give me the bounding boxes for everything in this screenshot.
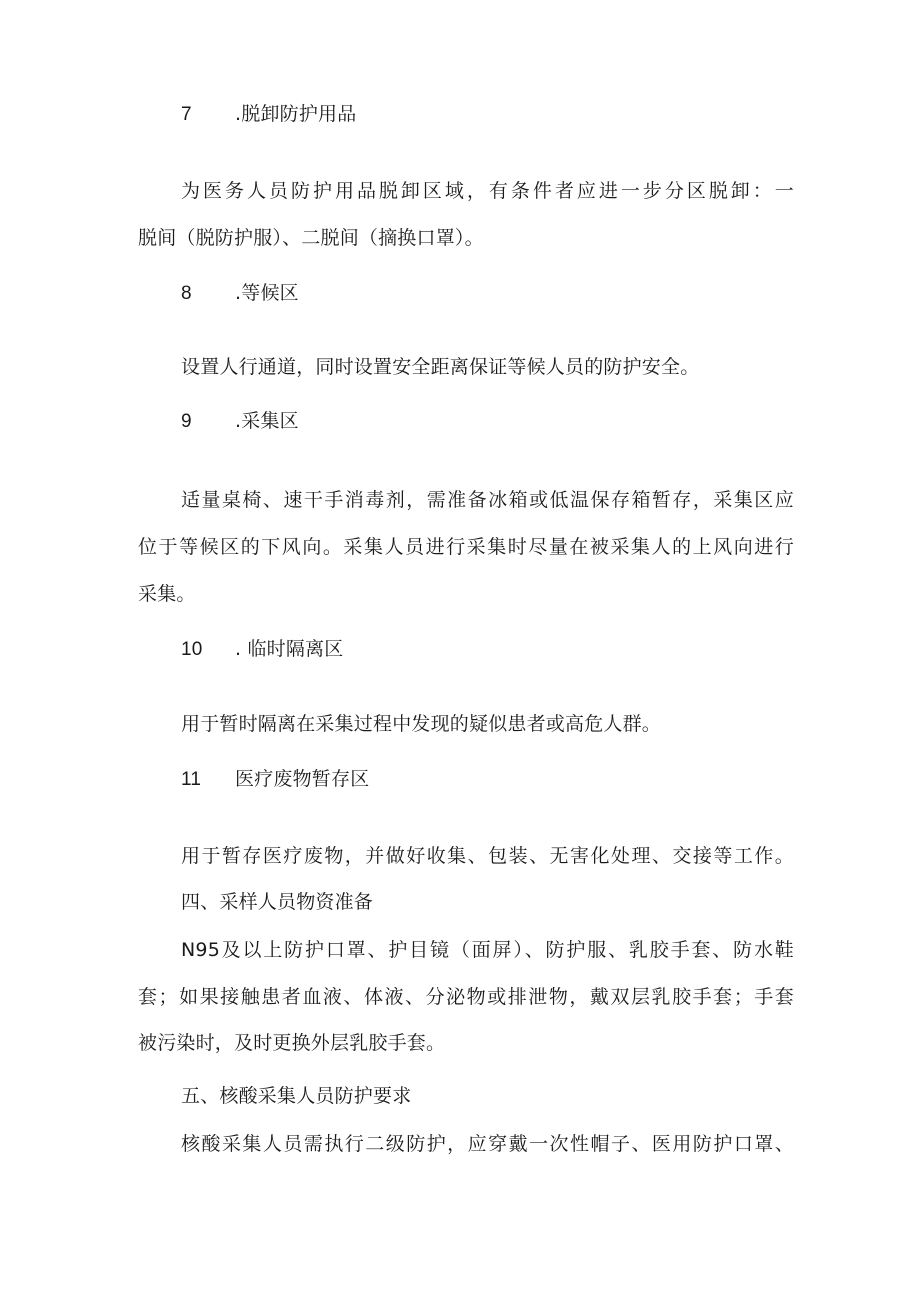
item-number: 11 — [181, 769, 202, 790]
section-4-heading: 四、采样人员物资准备 — [181, 891, 374, 913]
paragraph-line: 套；如果接触患者血液、体液、分泌物或排泄物，戴双层乳胶手套；手套 — [138, 986, 794, 1008]
item-11-heading — [181, 766, 841, 793]
item-title: 医疗废物暂存区 — [235, 768, 370, 790]
item-number: 9 — [181, 411, 192, 432]
item-number: 7 — [181, 104, 192, 125]
paragraph-line: 适量桌椅、速干手消毒剂，需准备冰箱或低温保存箱暂存，采集区应 — [181, 489, 794, 511]
section-5-heading: 五、核酸采集人员防护要求 — [181, 1085, 412, 1107]
item-title: .脱卸防护用品 — [235, 103, 357, 125]
paragraph-line: 脱间（脱防护服）、二脱间（摘换口罩）。 — [138, 227, 484, 249]
paragraph-line: 位于等候区的下风向。采集人员进行采集时尽量在被采集人的上风向进行 — [138, 536, 794, 558]
item-10-heading — [181, 636, 841, 663]
item-title: . 临时隔离区 — [235, 638, 344, 660]
item-8-heading — [181, 280, 841, 307]
item-7-heading — [181, 101, 841, 128]
item-number: 8 — [181, 283, 192, 304]
item-number: 10 — [181, 639, 203, 660]
paragraph-line: 用于暂存医疗废物，并做好收集、包装、无害化处理、交接等工作。 — [181, 845, 794, 867]
paragraph-line: 采集。 — [138, 583, 196, 605]
paragraph-line: 核酸采集人员需执行二级防护，应穿戴一次性帽子、医用防护口罩、 — [181, 1133, 794, 1155]
paragraph-line: 被污染时，及时更换外层乳胶手套。 — [138, 1032, 446, 1054]
paragraph-line: 为医务人员防护用品脱卸区域，有条件者应进一步分区脱卸：一 — [181, 180, 794, 202]
paragraph-line: 用于暂时隔离在采集过程中发现的疑似患者或高危人群。 — [181, 713, 662, 735]
paragraph-line: 设置人行通道，同时设置安全距离保证等候人员的防护安全。 — [181, 356, 700, 378]
paragraph-line: N95及以上防护口罩、护目镜（面屏）、防护服、乳胶手套、防水鞋 — [181, 939, 794, 961]
item-title: .等候区 — [235, 282, 299, 304]
item-title: .采集区 — [235, 410, 299, 432]
item-9-heading — [181, 408, 841, 435]
